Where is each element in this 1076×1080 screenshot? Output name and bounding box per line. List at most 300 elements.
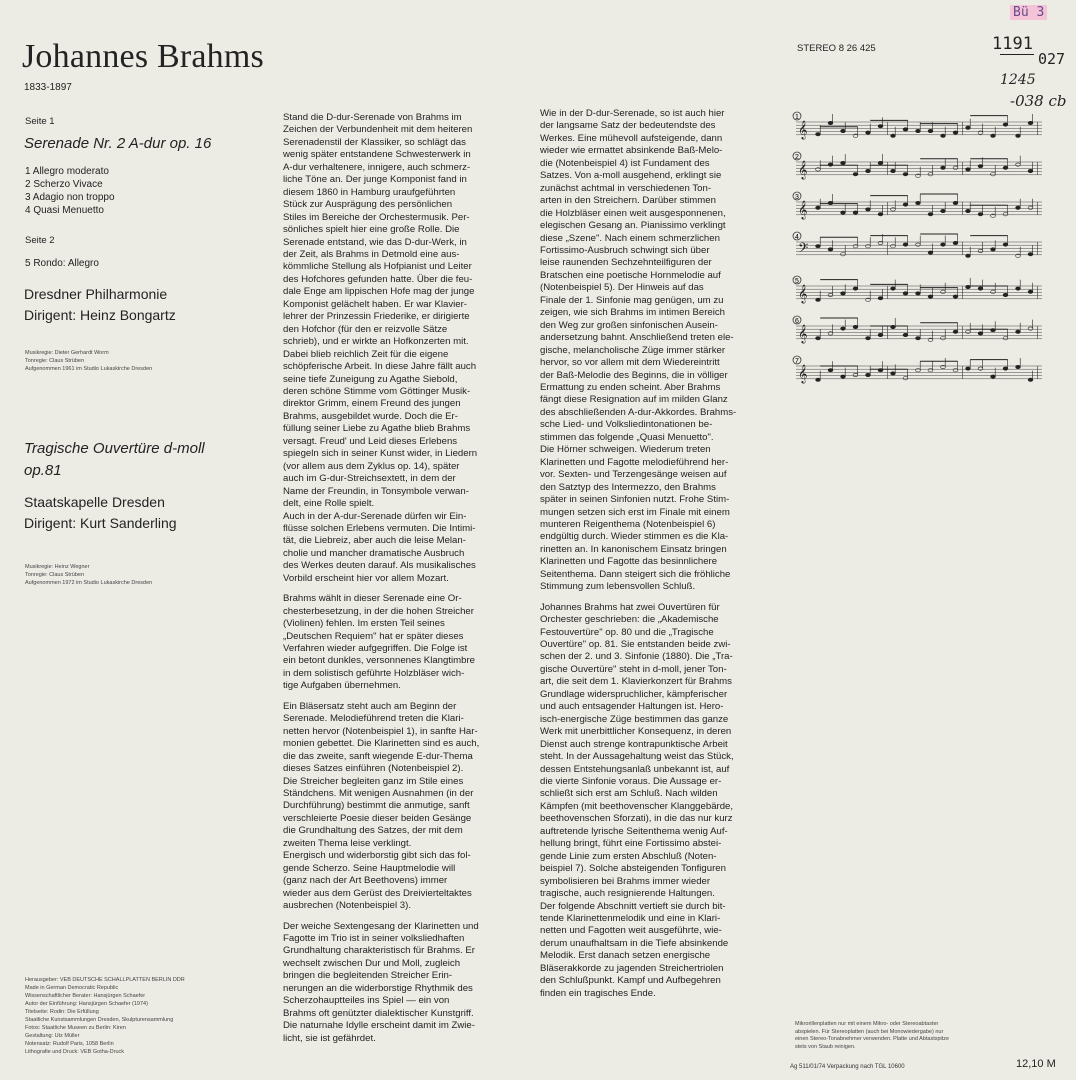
note-head [928,295,933,298]
movement-item: 2 Scherzo Vivace [25,179,103,190]
treble-clef-icon: 𝄞 [798,120,808,139]
handwritten-note: 027 [1038,50,1066,68]
note-head [841,211,846,214]
credit-line: Staatliche Kunstsammlungen Dresden, Skulpturensammlung [25,1017,174,1023]
note-head [841,292,846,295]
note-head [816,206,821,209]
note-head [978,249,983,252]
note-head [941,209,946,212]
text-line: Stand die D-dur-Serenade von Brahms im [283,112,462,123]
text-line: wenig später entstandene Schwesterwerk in [283,149,471,161]
text-line: Kämpfen (mit beethovenscher Klanggebärde, [540,800,734,812]
text-line: tende Klarinettenmelodik und eine in Klari- [540,913,721,924]
note-head [916,201,921,204]
text-line: Scherzohauptteiles ins Spiel — ein von [283,995,450,1007]
text-line: verschleierte Poesie dieser beiden Gesänge [283,812,472,824]
text-line: Orchester geschrieben: die „Akademische [540,614,719,626]
note-head [853,211,858,214]
essay-column-1 [283,112,479,1045]
note-head [1003,123,1008,126]
note-head [1003,337,1008,340]
note-head [1003,243,1008,246]
text-line: Grundlage widerspruchlicher, kämpferischer [540,688,728,700]
note-head [928,251,933,254]
music-example [793,316,1042,344]
text-line: cholie und mancher dramatische Ausbruch [283,547,465,559]
note-head [903,333,908,336]
text-line: schöpferische Arbeit. In diese Jahre fällt auch [283,361,477,373]
note-head [1028,169,1033,172]
note-head [941,243,946,246]
text-line: später in seinen Sinfonien nutzt. Frohe Stim- [540,494,730,506]
text-line: diese „Szene". Nach einem schmerzlichen [540,232,720,244]
text-line: endgültig durch. Wieder stimmen es die Kla- [540,531,729,543]
note-head [816,298,821,301]
text-line: Serenade. Melodieführend treten die Klari- [283,713,464,725]
text-line: Komponist gelächelt haben. Er war Klavier- [283,298,467,310]
credit-line: Gestaltung: Utz Müller [25,1033,80,1039]
note-head [966,367,971,370]
composer-name: Johannes Brahms [22,38,264,75]
text-line: Fagotte im Trio ist in seiner volksliedhaften [283,933,465,944]
note-line: Mikrorillenplatten nur mit einem Mikro- oder Stereoabtaster [795,1021,939,1027]
text-line: des Werkes deuten darauf. Als musikalisches [283,560,476,572]
paragraph [283,921,479,1046]
text-line: Auch in der A-dur-Serenade dürfen wir Ein- [283,510,467,522]
bass-clef-icon: 𝄢 [798,240,809,259]
text-line: leise raunenden Sechzehnteilfiguren der [540,257,712,269]
note-head [966,126,971,129]
text-line: Vorbild erscheint hier vor allem Mozart. [283,572,449,584]
treble-clef-icon: 𝄞 [798,364,808,383]
note-head [1016,206,1021,209]
text-line: den Schlußpunkt. Kampf und Aufbegehren [540,975,721,987]
text-line: gende Scherzo. Seine Hauptmelodie will [283,862,456,874]
text-line: auftretende lyrische Seitenthema wenig Auf- [540,825,728,837]
paragraph [283,112,479,585]
text-line: netten und Fagotten weit ausgeführte, wie- [540,925,722,937]
credit-line: Tonregie: Claus Strüben [25,572,85,578]
text-line: wechselt zwischen Dur und Moll, zugleich [283,957,461,969]
credit-line: Tonregie: Claus Strüben [25,358,85,364]
text-line: Zeichen der Verbundenheit mit dem heiteren [283,124,473,136]
note-head [828,163,833,166]
note-head [1016,330,1021,333]
publisher-credits [25,976,185,1056]
example-number: 1 [795,114,799,121]
music-example [793,276,1042,304]
note-head [1003,213,1008,216]
text-line: schrieb), und er wirkte an Hofkonzerten mit. [283,336,469,348]
handwritten-note: -038 cb [1010,92,1067,110]
treble-clef-icon: 𝄞 [798,160,808,179]
credit-line: Musikregie: Heinz Wegner [25,564,90,570]
text-line: den Satztyp des Intermezzo, den Brahms [540,481,716,493]
text-line: Ständchens. Mit wenigen Ausnahmen (in der [283,788,474,800]
text-line: Serenade entstand, wie das D-dur-Werk, in [283,236,467,248]
text-line: Brahms, ausgebildet wurde. Doch die Er- [283,410,458,422]
text-line: Johannes Brahms hat zwei Ouvertüren für [540,601,720,613]
text-line: Ouvertüre" op. 81. Sie entstanden beide zwi- [540,639,731,651]
note-head [878,125,883,128]
text-line: die Holzbläser einen weit ausgesponnenen, [540,207,726,219]
note-head [878,213,883,216]
text-line: des Hofchores gefunden hatte. Über die feu- [283,273,473,285]
movement-item: 4 Quasi Menuetto [25,205,104,216]
example-number: 7 [795,358,799,365]
text-line: derum unaufhaltsam in die Tiefe absinkende [540,937,729,949]
note-head [966,209,971,212]
note-head [978,367,983,370]
text-line: (Notenbeispiel 5). Der Hinweis auf das [540,282,704,294]
text-line: licht, sie ist gefährdet. [283,1032,376,1044]
note-head [853,287,858,290]
music-example [793,192,1042,220]
text-line: rinetten an. In kanonischem Einsatz bringen [540,543,727,555]
essay-column-2 [540,108,736,1000]
text-line: und auch entsagender Haltungen ist. Hero- [540,701,724,713]
note-head [891,287,896,290]
text-line: der Baß-Melodie des Beginns, die in völliger [540,369,728,381]
music-example [793,152,1042,180]
note-head [991,248,996,251]
note-head [841,161,846,164]
note-head [878,333,883,336]
text-line: Die Streicher begleiten ganz im Stile eines [283,775,464,787]
text-line: Durchführung) bestimmt die anmutige, sanft [283,800,470,812]
text-line: spiegeln sich in seiner Kunst wider, in Liedern [283,448,478,460]
work-title [24,438,205,482]
text-line: den Hofchor (für den er reizvolle Sätze [283,323,448,335]
side-label: Seite 2 [25,235,55,246]
note-head [966,254,971,257]
example-number: 5 [795,278,799,285]
text-line: wieder aus dem Gerüst des Dreivierteltaktes [283,887,472,899]
text-line: die Grundhaltung des Satzes, der mit dem [283,825,463,837]
credit-line: Notensatz: Rudolf Paris, 1058 Berlin [25,1041,114,1047]
text-line: hervor, so vor allem mit dem Wiedereintritt [540,357,720,369]
text-line: Klarinetten und Fagotte melodieführend her- [540,456,729,468]
note-head [841,253,846,256]
note-head [1028,253,1033,256]
note-head [991,134,996,137]
note-head [941,290,946,293]
note-line: einen Stereo-Tonabnehmer verwenden. Platte und Abtastspitze [795,1036,950,1042]
treble-clef-icon: 𝄞 [798,324,808,343]
text-line: der langsame Satz der bedeutendste des [540,120,716,132]
note-head [1028,290,1033,293]
music-example [793,356,1042,384]
note-head [866,373,871,376]
text-line: Wie in der D-dur-Serenade, so ist auch hier [540,108,725,119]
text-line: Der weiche Sextengesang der Klarinetten und [283,920,479,932]
conductor-name: Dirigent: Kurt Sanderling [24,515,177,531]
text-line: Brahms oft genützter dialektischer Kunstgriff. [283,1007,474,1019]
note-head [953,131,958,134]
note-head [866,337,871,340]
note-head [928,213,933,216]
note-head [916,129,921,132]
text-line: andersetzung bahnt. Anschließend treten ele- [540,332,734,344]
text-line: Dabei blieb reichlich Zeit für die eigene [283,348,449,360]
text-line: gische Ouvertüre" steht in d-moll, jener Ton- [540,663,727,675]
text-line: Serenadenstil der Klassiker, so schlägt das [283,136,466,148]
note-line: abspielen. Für Stereoplatten (auch bei Monowiedergabe) nur [795,1028,944,1035]
text-line: Festouvertüre" op. 80 und die „Tragische [540,626,714,638]
note-head [916,337,921,340]
note-head [841,327,846,330]
text-line: auch im G-dur-Streichsextett, in dem der [283,473,456,485]
note-head [866,208,871,211]
text-line: versagt. Freud' und Leid dieses Erlebens [283,435,458,447]
note-head [1003,367,1008,370]
note-head [941,337,946,340]
note-head [1016,365,1021,368]
text-line: ein betont dunkles, versonnenes Klangtimbre [283,655,475,667]
paragraph [540,602,736,1001]
text-line: beethovenschen Sforzati), in die das nur kurz [540,813,733,825]
note-head [866,169,871,172]
work-opus: op.81 [24,462,62,479]
text-line: Bläserakkorde zu jagenden Streichertriolen [540,962,724,974]
text-line: isch-energische Züge bestimmen das ganze [540,713,729,725]
text-line: monien gebettet. Die Klarinetten sind es auch, [283,738,480,750]
text-line: (Violinen) fehlen. Im ersten Teil seines [283,618,445,630]
recording-credits [25,563,152,587]
text-line: Werk mit unerbittlicher Konsequenz, in deren [540,726,732,738]
text-line: deren schöne Stimme vom Göttinger Musik- [283,385,471,397]
text-line: Stück zur Ausprägung des persönlichen [283,199,453,211]
note-head [853,325,858,328]
text-line: Stiles im Bereiche der Orchestermusik. Per- [283,211,470,223]
work-title-line: Tragische Ouvertüre d-moll [24,440,205,457]
text-line: lehrer der Prinzessin Friederike, er dirigierte [283,311,470,323]
price: 12,10 M [1016,1058,1056,1070]
note-head [903,173,908,176]
credit-line: Musikregie: Dieter Gerhardt Worm [25,350,109,356]
note-head [1016,163,1021,166]
music-examples [792,108,1052,408]
text-line: Brahms wählt in dieser Serenade eine Or- [283,593,462,605]
note-head [891,169,896,172]
text-line: Bratschen eine poetische Hornmelodie auf [540,269,721,281]
note-head [891,372,896,375]
text-line: „Deutschen Requiem" hat er später dieses [283,630,464,642]
text-line: mungen setzen sich erst im Finale mit einem [540,506,730,518]
text-line: netten hervor (Notenbeispiel 1), in sanfte Har- [283,725,478,737]
text-line: Seitenthema. Dann steigert sich die fröhliche [540,568,731,580]
treble-clef-icon: 𝄞 [798,284,808,303]
text-line: diesem 1860 in Hamburg uraufgeführten [283,186,456,198]
note-head [828,293,833,296]
example-number: 3 [795,194,799,201]
note-head [903,203,908,206]
text-line: gische, melancholische Züge immer stärker [540,344,726,356]
text-line: ausbrechen (Notenbeispiel 3). [283,900,411,912]
text-line: delt, eine Rolle spielt. [283,498,375,510]
note-head [878,161,883,164]
note-head [928,129,933,132]
paragraph [283,701,479,913]
note-head [928,173,933,176]
note-head [953,241,958,244]
note-head [966,330,971,333]
text-line: Ein Bläsersatz steht auch am Beginn der [283,700,457,712]
text-line: tige Aufgaben übernehmen. [283,680,401,692]
text-line: direktor Grimm, einem Freund des jungen [283,398,461,410]
handwritten-fraction-line [1000,54,1034,55]
text-line: Finale der 1. Sinfonie mag genügen, um zu [540,294,724,306]
note-head [1028,206,1033,209]
handwritten-note: Bü 3 [1010,5,1047,20]
text-line: symbolisieren bei Brahms immer wieder [540,875,711,887]
handwritten-note: 1245 [1000,72,1036,88]
text-line: Satzes. Von a-moll ausgehend, erklingt sie [540,170,722,182]
text-line: Die Hörner schweigen. Wiederum treten [540,444,711,456]
movement-item: 1 Allegro moderato [25,166,109,177]
credit-line: Made in German Democratic Republic [25,985,119,991]
note-head [953,166,958,169]
note-head [978,332,983,335]
note-head [816,133,821,136]
note-head [1028,121,1033,124]
note-head [978,165,983,168]
note-head [1028,378,1033,381]
note-head [916,243,921,246]
text-line: elegischen Gesang an. Pianissimo verklingt [540,220,726,232]
playback-note [795,1021,949,1051]
credit-line: Lithografie und Druck: VEB Gotha-Druck [25,1049,125,1055]
orchestra-name: Staatskapelle Dresden [24,494,165,510]
text-line: dieses Satzes einführen (Notenbeispiel 2). [283,763,464,775]
note-head [953,201,958,204]
note-head [903,128,908,131]
movement-item: 3 Adagio non troppo [25,192,115,203]
text-line: chesterbesetzung, in der die hohen Streicher [283,605,474,617]
note-head [953,295,958,298]
work-title: Serenade Nr. 2 A-dur op. 16 [24,135,212,152]
text-line: Grundhaltung charakteristisch für Brahms. Er [283,945,475,957]
note-head [828,248,833,251]
movement-item: 5 Rondo: Allegro [25,258,99,269]
music-example [793,112,1042,140]
text-line: (ganz nach der Art Beethovens) immer [283,875,448,887]
text-line: sönliches spielt hier eine große Rolle. Die [283,224,460,236]
credit-line: Herausgeber: VEB DEUTSCHE SCHALLPLATTEN BERLIN DDR [25,977,185,983]
note-head [828,201,833,204]
text-line: zweiten Thema leise verklingt. [283,837,412,849]
note-head [903,243,908,246]
credit-line: Aufgenommen 1972 im Studio Lukaskirche Dresden [25,580,153,586]
text-line: (vor allem aus dem Zyklus op. 14), später [283,460,460,472]
note-head [828,369,833,372]
text-line: arten in den Streichern. Darüber stimmen [540,195,716,207]
credit-line: Fotos: Staatliche Museen zu Berlin: Kiren [25,1025,126,1031]
text-line: den Weg zur großen sinfonischen Ausein- [540,319,718,331]
text-line: kömmliche Stellung als Hofpianist und Leiter [283,261,472,273]
note-head [1028,327,1033,330]
note-head [853,373,858,376]
movement-list [25,165,115,217]
note-head [941,134,946,137]
text-line: finden ein tragisches Ende. [540,987,656,999]
note-head [816,245,821,248]
credit-line: Wissenschaftlicher Berater: Hansjürgen Schaefer [25,993,146,999]
conductor-name: Dirigent: Heinz Bongartz [24,307,176,323]
note-head [978,287,983,290]
text-line: vor. Sexten- und Terzengesänge weisen auf [540,469,727,481]
note-head [941,166,946,169]
text-line: Name der Freundin, in Tonsymbole verwan- [283,485,469,497]
text-line: dale Enge am lippischen Hofe mag der junge [283,286,475,298]
note-head [816,378,821,381]
text-line: nerungen an die widerborstige Rhythmik des [283,982,473,994]
text-line: hellung bringt, führt eine Fortissimo abstei- [540,838,722,850]
note-head [966,285,971,288]
note-head [916,292,921,295]
catalog-number: STEREO 8 26 425 [797,43,876,54]
text-line: Dienst auch strenge kontrapunktische Arbeit [540,738,728,750]
example-number: 4 [795,234,799,241]
text-line: tät, die Liebreiz, aber auch die leise Melan- [283,535,466,547]
note-head [1003,293,1008,296]
text-line: Der folgende Abschnitt vertieft sie durch bit- [540,900,726,912]
example-number: 2 [795,154,799,161]
text-line: gende Linie zum ersten Abschluß (Noten- [540,850,717,862]
performers [24,492,177,534]
text-line: art, die seit dem 1. Klavierkonzert für Brahms [540,676,732,688]
text-line: steht. In der Aussagehaltung weist das Stück, [540,751,734,763]
recording-credits [25,349,152,373]
text-line: beispiel 7). Solche absteigenden Tonfiguren [540,863,726,875]
note-head [866,131,871,134]
text-line: Energisch und widerborstig gibt sich das fol- [283,850,471,862]
text-line: schließt sich erst am Schluß. Nach wilden [540,788,718,800]
note-head [1016,287,1021,290]
example-number: 6 [795,318,799,325]
note-head [891,134,896,137]
note-head [1003,166,1008,169]
text-line: wieder wie ermattet absinkende Baß-Melo- [540,145,723,157]
text-line: munteren Reigenthema (Notenbeispiel 6) [540,518,716,530]
note-line: stets von Staub reinigen. [795,1043,856,1050]
orchestra-name: Dresdner Philharmonie [24,286,168,302]
note-head [978,213,983,216]
text-line: zunächst achtmal in verschiedenen Ton- [540,182,712,194]
text-line: Werkes. Eine mühevoll aufsteigende, dann [540,132,723,144]
text-line: Ermattung zu enden scheint. Aber Brahms [540,381,721,393]
packaging-code: Ag 511/01/74 Verpackung nach TGL 10600 [790,1064,905,1070]
treble-clef-icon: 𝄞 [798,200,808,219]
text-line: die das zweite, sanft wiegende E-dur-Thema [283,750,473,762]
text-line: flüsse solchen Erlebens vermuten. Die Intimi- [283,522,476,534]
performers [24,284,176,326]
note-head [828,121,833,124]
text-line: A-dur verhaltenere, innigere, auch schmerz- [283,161,471,173]
text-line: dessen Entstehungsanlaß unbekannt ist, auf [540,763,730,775]
text-line: des abschließenden A-dur-Akkordes. Brahms- [540,406,737,418]
paragraph [283,593,479,693]
text-line: tragische, auch resignierende Haltungen. [540,888,715,900]
text-line: Klarinetten und Fagotte das besinnlichere [540,556,718,568]
note-head [841,375,846,378]
note-head [903,292,908,295]
text-line: in dem solistisch geführte Holzbläser wich- [283,667,465,679]
note-head [953,330,958,333]
note-head [816,337,821,340]
credit-line: Aufgenommen 1961 im Studio Lukaskirche Dresden [25,366,153,372]
note-head [1016,134,1021,137]
